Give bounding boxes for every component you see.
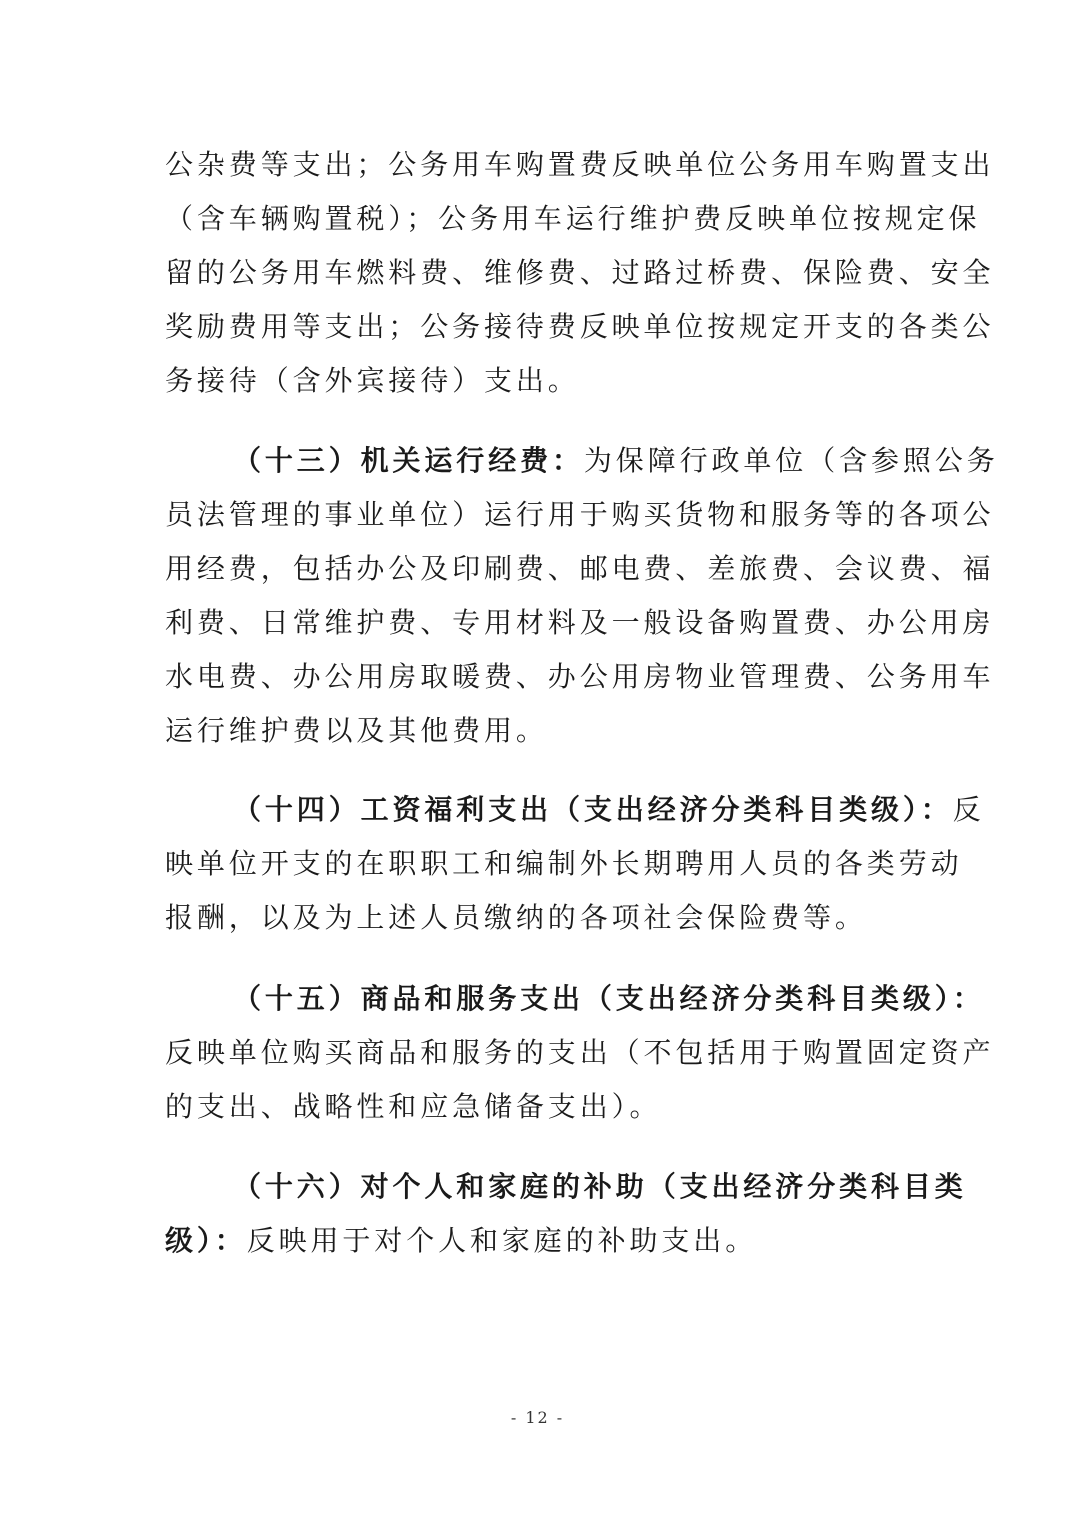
text-line: 用经费，包括办公及印刷费、邮电费、差旅费、会议费、福: [165, 552, 995, 585]
text-line: 公杂费等支出；公务用车购置费反映单位公务用车购置支出: [165, 148, 995, 181]
section-heading-15: （十五）商品和服务支出（支出经济分类科目类级）：: [233, 982, 985, 1015]
paragraph-15: [165, 972, 995, 1134]
paragraph-13: [165, 434, 999, 758]
text-line: 奖励费用等支出；公务接待费反映单位按规定开支的各类公: [165, 310, 995, 343]
paragraph-second-line: [165, 1214, 915, 1268]
paragraph-first-line: [165, 1160, 967, 1214]
paragraph-text: 反映用于对个人和家庭的补助支出。: [246, 1224, 758, 1257]
text-line: 利费、日常维护费、专用材料及一般设备购置费、办公用房: [165, 606, 995, 639]
text-line: 的支出、战略性和应急储备支出）。: [165, 1090, 662, 1123]
paragraph-continuation: [165, 138, 995, 408]
text-line: 映单位开支的在职职工和编制外长期聘用人员的各类劳动: [165, 847, 963, 880]
text-line: 反映单位购买商品和服务的支出（不包括用于购置固定资产: [165, 1036, 995, 1069]
section-heading-14: （十四）工资福利支出（支出经济分类科目类级）：: [233, 793, 953, 826]
page-number: - 12 -: [510, 1408, 565, 1427]
text-line: 水电费、办公用房取暖费、办公用房物业管理费、公务用车: [165, 660, 995, 693]
section-heading-16-cont: 级）：: [165, 1224, 247, 1257]
text-line: 员法管理的事业单位）运行用于购买货物和服务等的各项公: [165, 498, 995, 531]
paragraph-16: [165, 1160, 967, 1268]
text-line: （含车辆购置税）；公务用车运行维护费反映单位按规定保: [165, 202, 981, 235]
paragraph-first-line: [165, 783, 985, 837]
text-line: 留的公务用车燃料费、维修费、过路过桥费、保险费、安全: [165, 256, 995, 289]
section-heading-13: （十三）机关运行经费：: [233, 444, 584, 477]
text-line: 运行维护费以及其他费用。: [165, 714, 548, 747]
paragraph-14: [165, 783, 985, 945]
paragraph-first-line: [165, 434, 999, 488]
paragraph-text: 为保障行政单位（含参照公务: [583, 444, 999, 477]
section-heading-16: （十六）对个人和家庭的补助（支出经济分类科目类: [233, 1170, 967, 1203]
text-line: 务接待（含外宾接待）支出。: [165, 364, 580, 397]
paragraph-first-line: [165, 972, 985, 1026]
text-line: 报酬，以及为上述人员缴纳的各项社会保险费等。: [165, 901, 867, 934]
paragraph-text: 反: [952, 793, 985, 826]
